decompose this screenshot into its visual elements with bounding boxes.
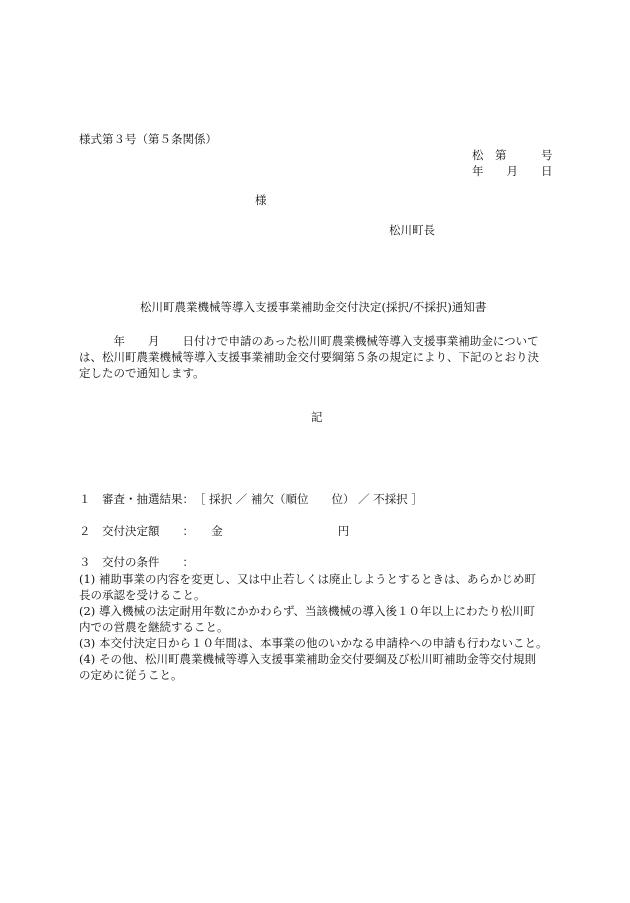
body-line-1: 年 月 日付けで申請のあった松川町農業機械等導入支援事業補助金について: [79, 334, 539, 348]
condition-line: 内での営農を継続すること。: [79, 620, 229, 634]
body-text: [79, 333, 557, 381]
body-line-2: は、松川町農業機械等導入支援事業補助金交付要綱第５条の規定により、下記のとおり決: [79, 350, 539, 364]
condition-line: (3) 本交付決定日から１０年間は、本事業の他のいかなる申請枠への申請も行わないこと。: [79, 636, 548, 650]
item-screening-result: １ 審査・抽選結果： ［ 採択 ／ 補欠（順位 位） ／ 不採択 ］: [79, 492, 423, 506]
document-number: 松 第 号: [472, 148, 553, 162]
condition-line: の定めに従うこと。: [79, 668, 183, 682]
condition-line: 長の承認を受けること。: [79, 588, 206, 602]
conditions-list: [79, 571, 569, 683]
recipient-honorific: 様: [255, 193, 267, 207]
document-date: 年 月 日: [472, 164, 553, 178]
item-conditions-heading: ３ 交付の条件 ：: [79, 555, 194, 569]
ki-heading: 記: [311, 410, 323, 424]
form-number: 様式第３号（第５条関係）: [79, 132, 217, 146]
item-grant-amount: ２ 交付決定額 ： 金 円: [79, 524, 350, 538]
body-line-3: 定したので通知します。: [79, 366, 205, 380]
condition-line: (1) 補助事業の内容を変更し、又は中止若しくは廃止しようとするときは、あらかじめ町: [79, 572, 536, 586]
condition-line: (4) その他、松川町農業機械等導入支援事業補助金交付要綱及び松川町補助金等交付規則: [79, 652, 536, 666]
document-title: 松川町農業機械等導入支援事業補助金交付決定(採択/不採択)通知書: [140, 300, 487, 314]
sender-name: 松川町長: [389, 223, 435, 237]
condition-line: (2) 導入機械の法定耐用年数にかかわらず、当該機械の導入後１０年以上にわたり松川町: [79, 604, 536, 618]
